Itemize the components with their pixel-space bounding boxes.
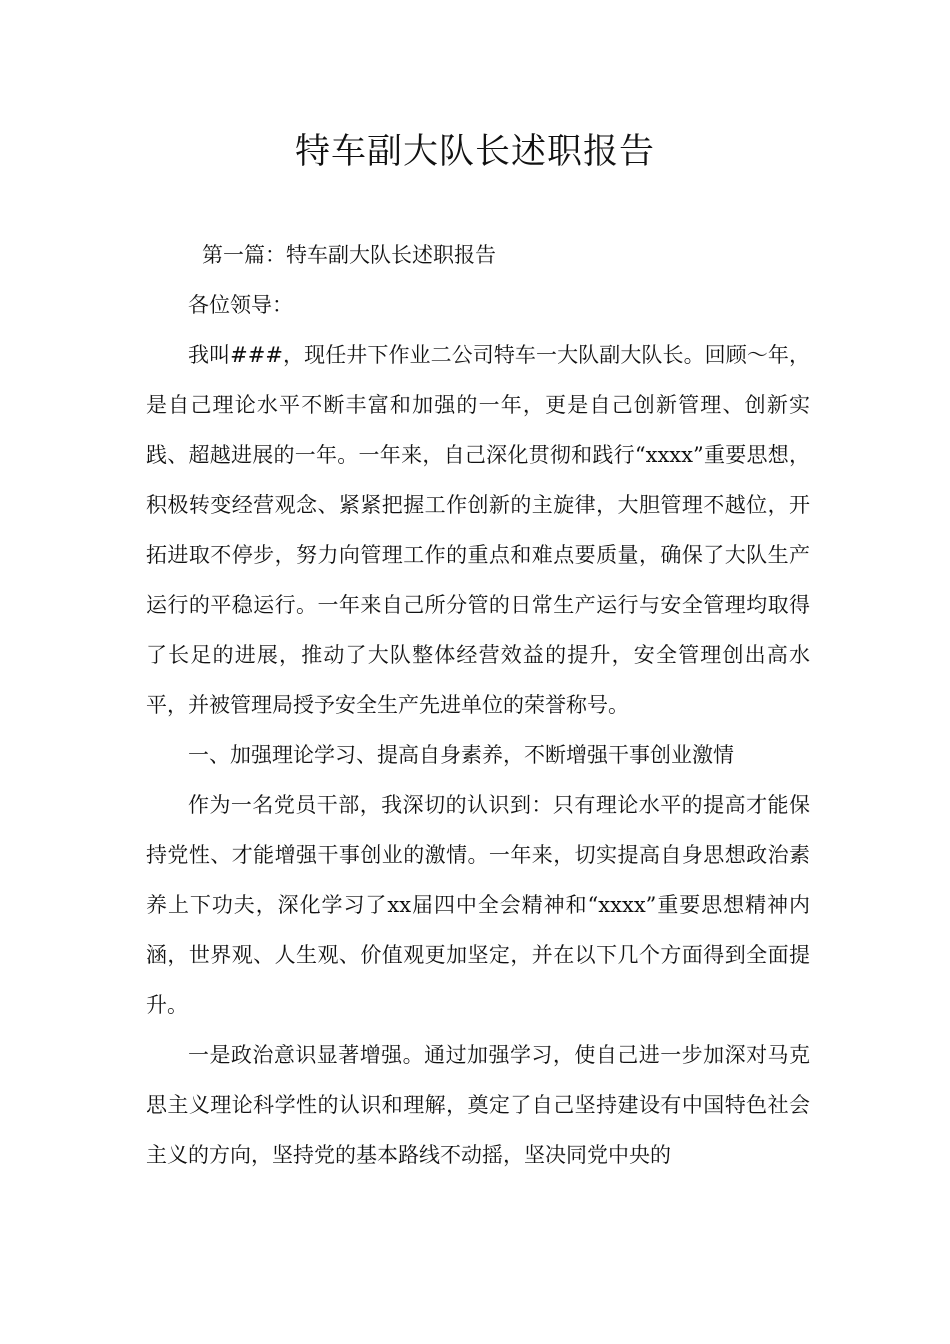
section-heading: 第一篇：特车副大队长述职报告 <box>202 243 496 267</box>
document-body <box>146 230 810 1180</box>
paragraph-political-awareness: 一是政治意识显著增强。通过加强学习，使自己进一步加深对马克思主义理论科学性的认识和理解，奠定了自己坚持建设有中国特色社会主义的方向，坚持党的基本路线不动摇，坚决同党中央的 <box>146 1043 810 1167</box>
document-title: 特车副大队长述职报告 <box>294 132 655 172</box>
paragraph-theory-study: 作为一名党员干部，我深切的认识到：只有理论水平的提高才能保持党性、才能增强干事创业的激情。一年来，切实提高自身思想政治素养上下功夫，深化学习了xx届四中全会精神和“xxxx”重要思想精神内涵，世界观、人生观、价值观更加坚定，并在以下几个方面得到全面提升。 <box>146 793 810 1017</box>
paragraph-intro: 我叫###，现任井下作业二公司特车一大队副大队长。回顾～年，是自己理论水平不断丰富和加强的一年，更是自己创新管理、创新实践、超越进展的一年。一年来，自己深化贯彻和践行“xxxx”重要思想，积极转变经营观念、紧紧把握工作创新的主旋律，大胆管理不越位，开拓进取不停步，努力向管理工作的重点和难点要质量，确保了大队生产运行的平稳运行。一年来自己所分管的日常生产运行与安全管理均取得了长足的进展，推动了大队整体经营效益的提升，安全管理创出高水平，并被管理局授予安全生产先进单位的荣誉称号。 <box>146 343 810 717</box>
paragraph-heading-1: 一、加强理论学习、提高自身素养，不断增强干事创业激情 <box>188 743 734 767</box>
salutation: 各位领导： <box>188 293 293 317</box>
